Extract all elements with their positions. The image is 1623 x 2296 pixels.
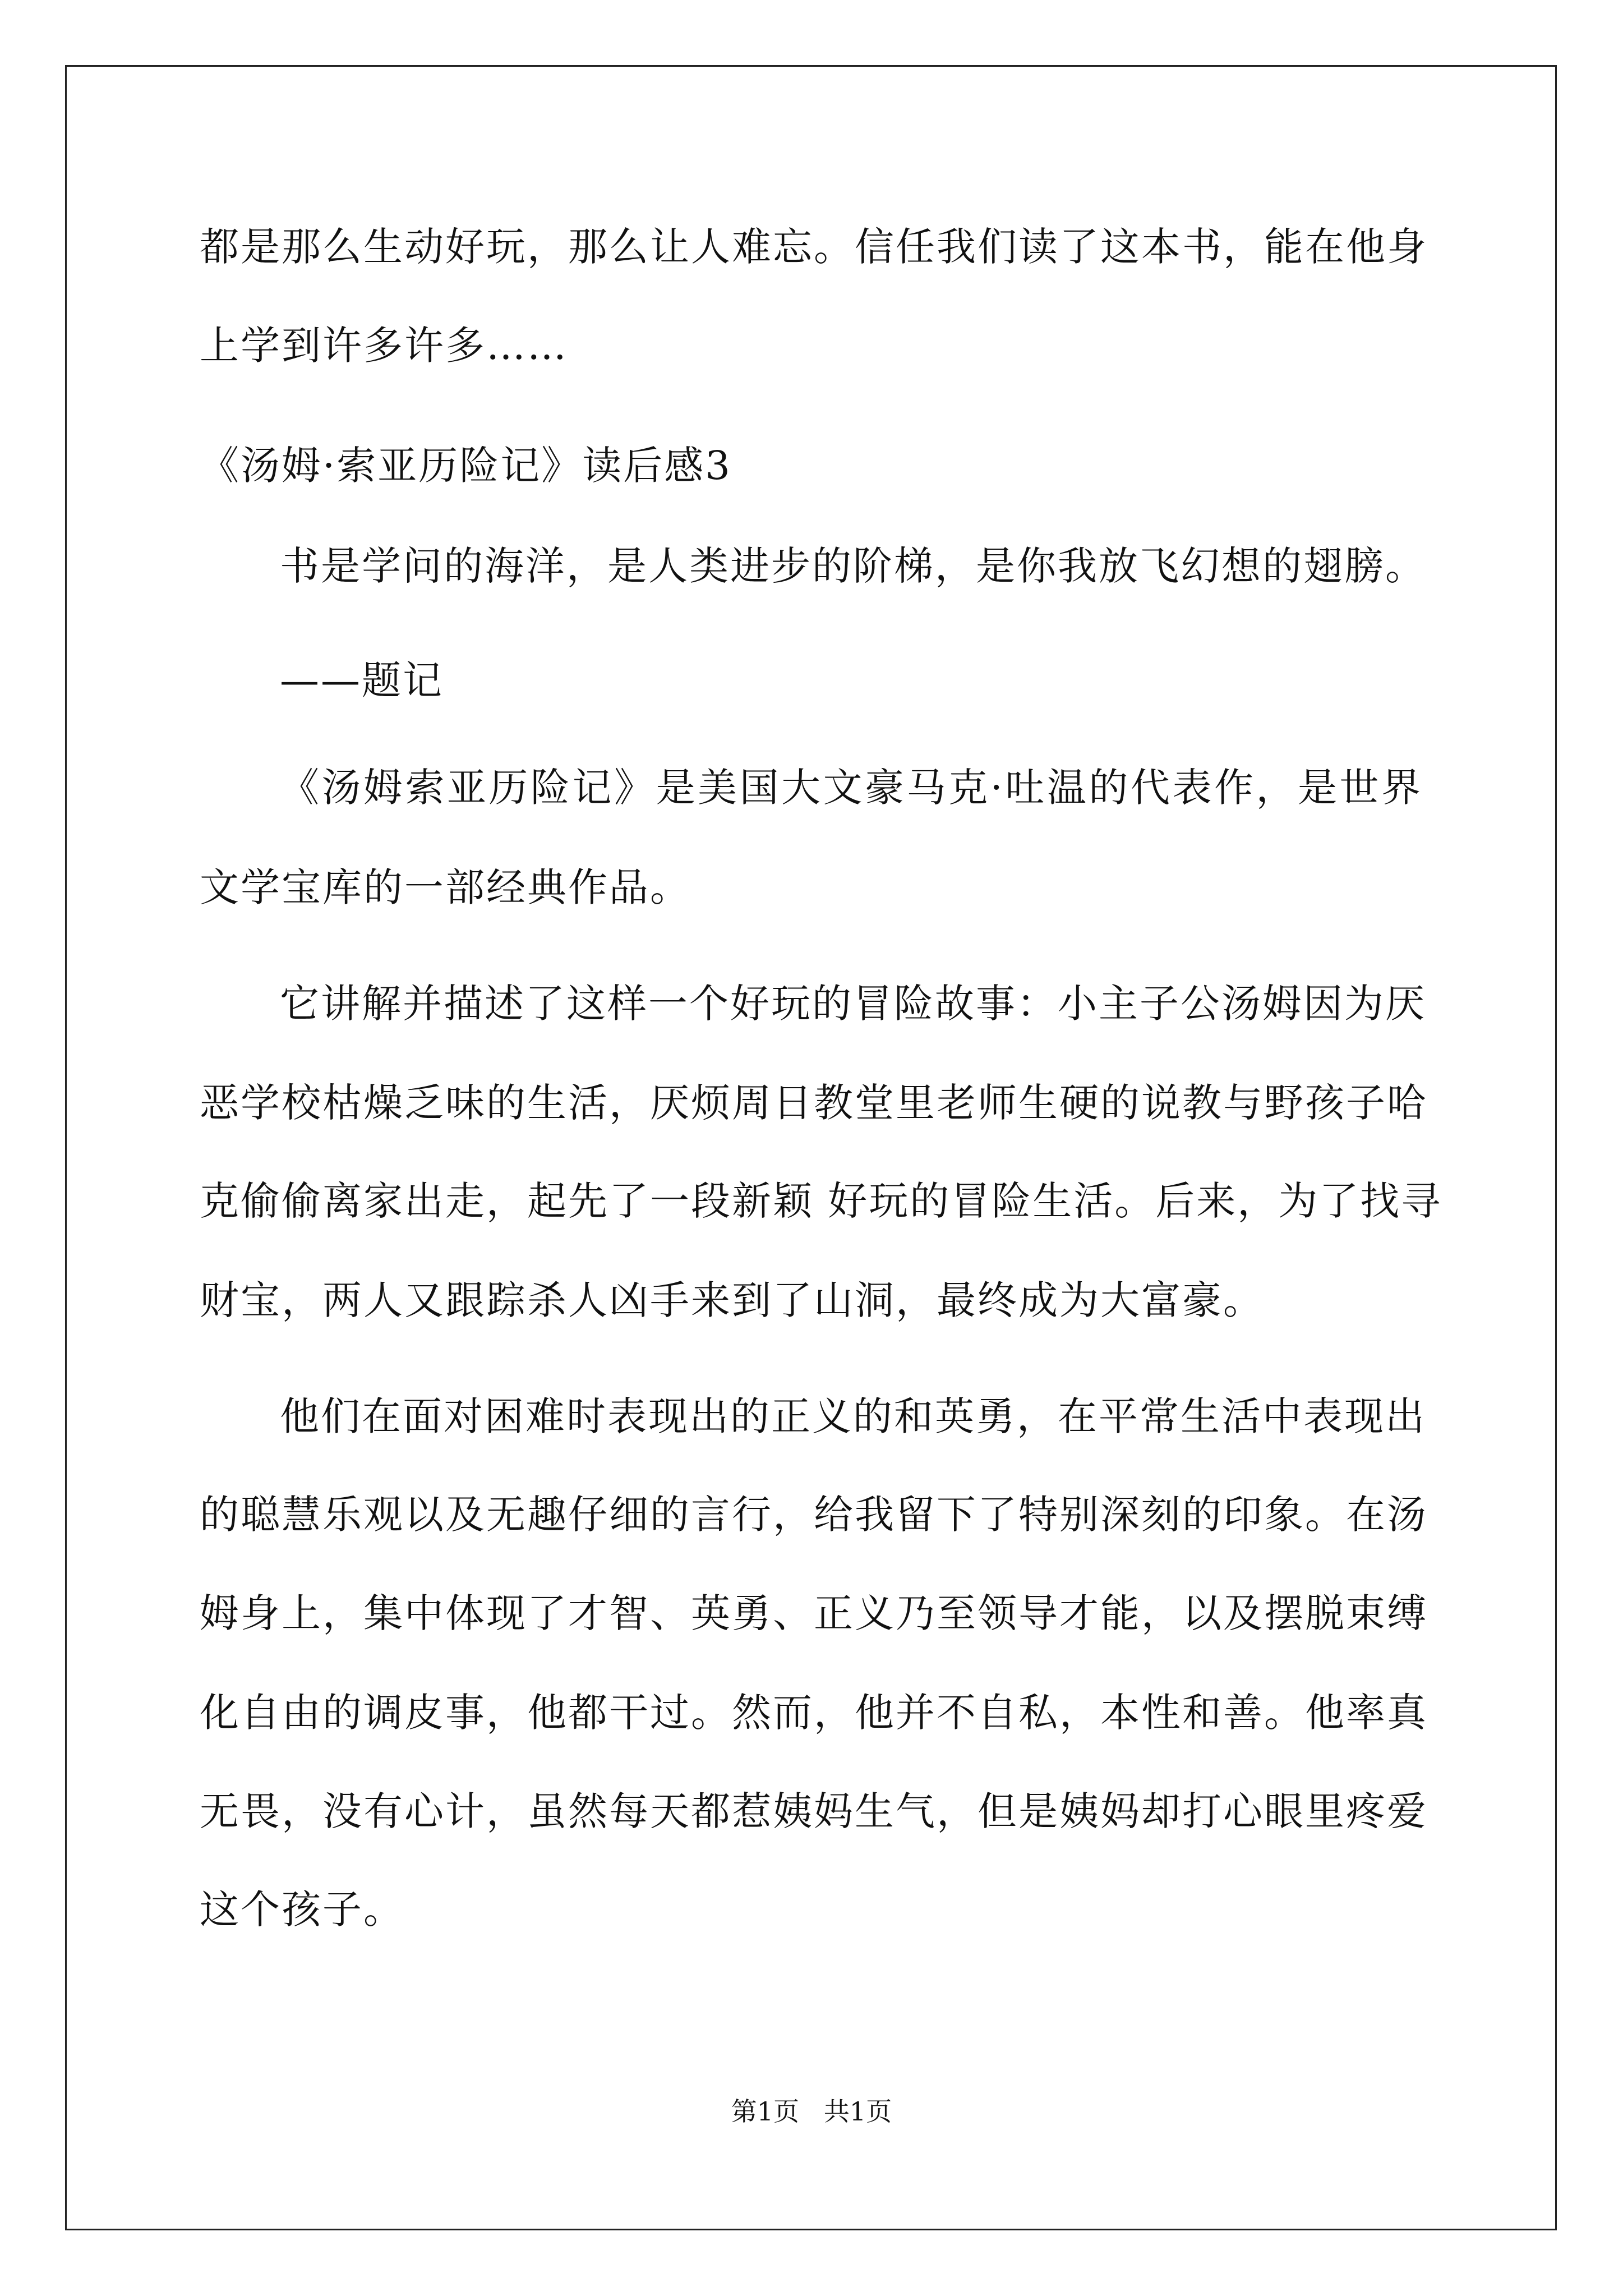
body-text-line: 恶学校枯燥乏味的生活，厌烦周日教堂里老师生硬的说教与野孩子哈 bbox=[200, 1080, 1428, 1126]
body-text-line: 克偷偷离家出走，起先了一段新颖 好玩的冒险生活。后来，为了找寻 bbox=[200, 1178, 1442, 1224]
page-number-footer: 第1页 共1页 bbox=[731, 2096, 892, 2127]
epigraph-quote: 书是学问的海洋，是人类进步的阶梯，是你我放飞幻想的翅膀。 bbox=[280, 543, 1426, 589]
body-text-line: 上学到许多许多…… bbox=[200, 323, 568, 369]
paragraph-first-line: 他们在面对困难时表现出的正义的和英勇，在平常生活中表现出 bbox=[280, 1393, 1426, 1439]
body-text-line: 姆身上，集中体现了才智、英勇、正义乃至领导才能，以及摆脱束缚 bbox=[200, 1590, 1428, 1636]
body-text-line: 无畏，没有心计，虽然每天都惹姨妈生气，但是姨妈却打心眼里疼爱 bbox=[200, 1788, 1428, 1834]
body-text-line: 都是那么生动好玩，那么让人难忘。信任我们读了这本书，能在他身 bbox=[200, 224, 1428, 270]
section-heading: 《汤姆·索亚历险记》读后感3 bbox=[200, 443, 732, 489]
body-text-line: 的聪慧乐观以及无趣仔细的言行，给我留下了特别深刻的印象。在汤 bbox=[200, 1492, 1428, 1538]
body-text-line: 这个孩子。 bbox=[200, 1887, 404, 1932]
paragraph-first-line: 它讲解并描述了这样一个好玩的冒险故事：小主子公汤姆因为厌 bbox=[280, 981, 1426, 1027]
epigraph-attribution: ——题记 bbox=[280, 657, 444, 703]
body-text-line: 文学宝库的一部经典作品。 bbox=[200, 864, 691, 910]
paragraph-first-line: 《汤姆索亚历险记》是美国大文豪马克·吐温的代表作，是世界 bbox=[280, 765, 1422, 811]
body-text-line: 财宝，两人又跟踪杀人凶手来到了山洞，最终成为大富豪。 bbox=[200, 1277, 1264, 1323]
body-text-line: 化自由的调皮事，他都干过。然而，他并不自私，本性和善。他率真 bbox=[200, 1690, 1428, 1736]
